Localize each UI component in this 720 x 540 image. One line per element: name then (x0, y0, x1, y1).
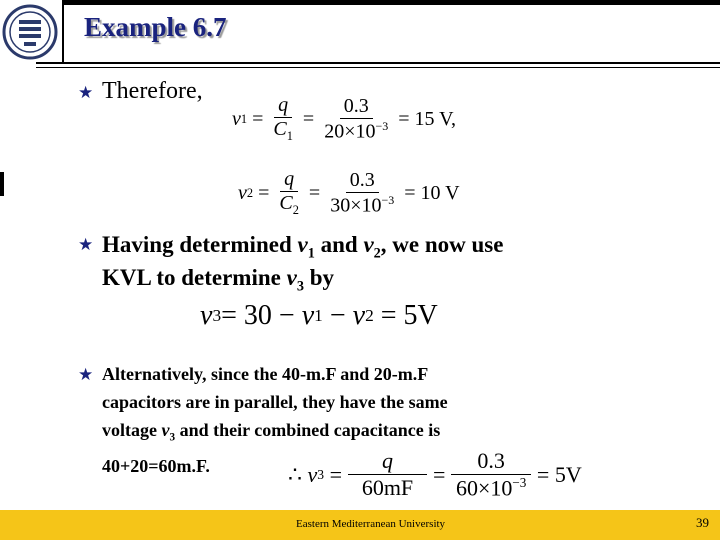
bullet-alternatively-text: Alternatively, since the 40-m.F and 20-m.F capacitors are in parallel, they have the same voltage $v_3$ and their combined capacitance is 40+20=60m.F. (102, 364, 448, 476)
equation-v3-kvl: v 3 = 30 − v 1 − v 2 = 5V (200, 300, 438, 331)
header-vertical-rule (62, 0, 64, 62)
footer-university: Eastern Mediterranean University (296, 518, 446, 530)
equation-v3-parallel: ∴ v 3 = $\frac{q}{60mF}$ = $\frac{0.3}{60\times 10^{-3}}$ = 5V (288, 448, 582, 501)
bullet-kvl-text: Having determined $v_1$ and $v_2$, we now use KVL to determine $v_3$ by (102, 232, 504, 295)
slide-title: Example 6.7 (84, 12, 227, 42)
university-logo (2, 4, 58, 60)
page-number: 39 (696, 515, 709, 530)
star-bullet-icon: ★ (78, 365, 94, 384)
star-bullet-icon: ★ (78, 83, 94, 102)
left-edge-mark (0, 172, 4, 196)
equation-v2: v 2 = $\frac{q}{C_2}$ = $\frac{0.3}{30\times 10^{-3}}$ = 10 V (238, 168, 460, 217)
bullet-therefore: Therefore, (102, 78, 203, 104)
star-bullet-icon: ★ (78, 235, 94, 254)
header-rule-thin (36, 67, 720, 68)
equation-v1: v 1 = $\frac{q}{C_1}$ = $\frac{0.3}{20\times 10^{-3}}$ = 15 V, (232, 94, 457, 143)
header-rule (36, 62, 720, 64)
header-top-rule (62, 0, 720, 5)
